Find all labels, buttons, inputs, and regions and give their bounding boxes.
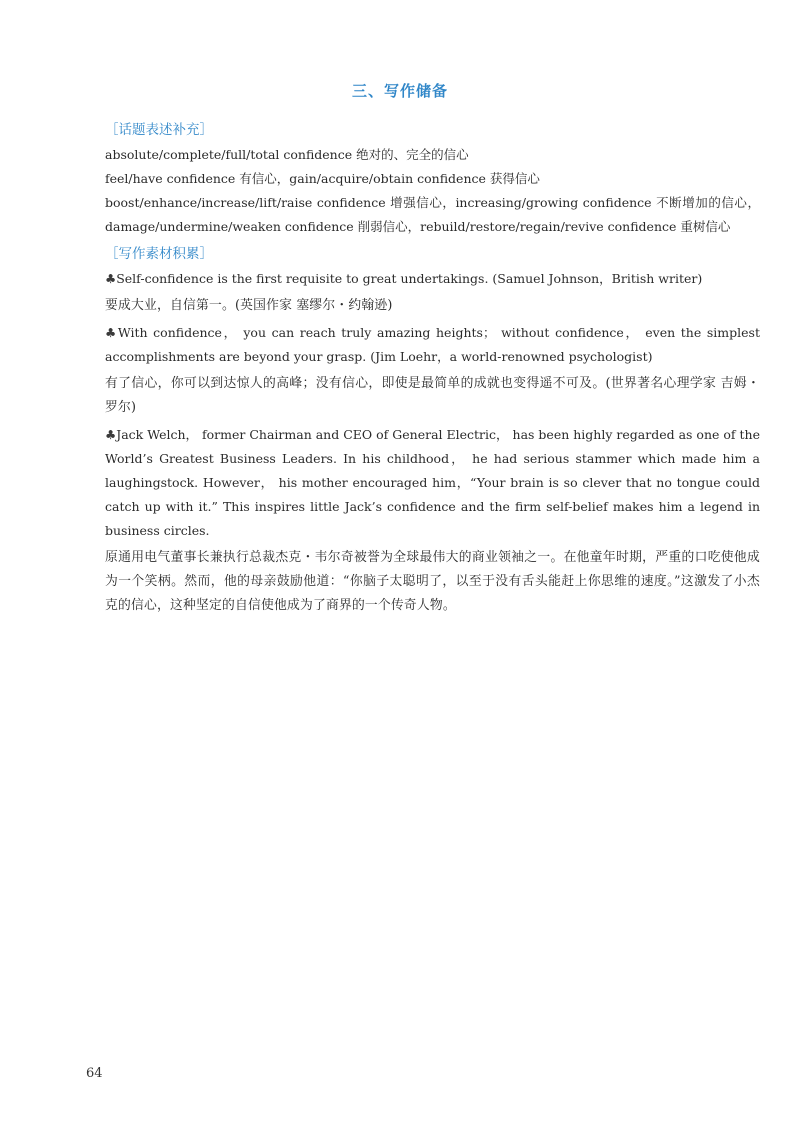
club-icon: ♣: [105, 325, 118, 340]
material-2-en-text: With confidence， you can reach truly amazing heights； without confidence， even the simplest accomplishments are beyond your grasp. (Jim Loehr，a world-renowned psychologist): [105, 325, 760, 364]
material-1-english: [105, 267, 760, 291]
material-3-english: [105, 423, 760, 543]
material-2-chinese: 有了信心，你可以到达惊人的高峰；没有信心，即使是最简单的成就也变得遥不可及。(世界著名心理学家 吉姆・罗尔): [105, 376, 760, 415]
material-heading: ［写作素材积累］: [105, 246, 213, 262]
page-number: 64: [86, 1066, 103, 1081]
topic-heading: ［话题表述补充］: [105, 122, 213, 138]
material-1-en-text: Self-confidence is the first requisite to great undertakings. (Samuel Johnson，British writer): [116, 271, 703, 286]
club-icon: ♣: [105, 427, 117, 442]
material-1-chinese: 要成大业，自信第一。(英国作家 塞缪尔・约翰逊): [105, 298, 393, 313]
section-title: 三、写作储备: [351, 82, 448, 100]
club-icon: ♣: [105, 271, 117, 286]
material-3-chinese: 原通用电气董事长兼执行总裁杰克・韦尔奇被誉为全球最伟大的商业领袖之一。在他童年时期，严重的口吃使他成为一个笑柄。然而，他的母亲鼓励他道：“你脑子太聪明了，以至于没有舌头能赶上你思维的速度。”这激发了小杰克的信心，这种坚定的自信使他成为了商界的一个传奇人物。: [105, 550, 760, 613]
material-2-english: [105, 321, 760, 369]
content-area: [105, 118, 760, 621]
topic-line-1: absolute/complete/full/total confidence 绝对的、完全的信心: [105, 147, 469, 162]
material-3-en-text: Jack Welch， former Chairman and CEO of General Electric， has been highly regarded as one of the World’s Greatest Business Leaders. In his childhood， he had serious stammer which made him a laughingstock. However， his mother encouraged him，“Your brain is so clever that no tongue could catch up with it.” This inspires little Jack’s confidence and the firm self-belief makes him a legend in business circles.: [105, 427, 760, 538]
topic-line-3: boost/enhance/increase/lift/raise confidence 增强信心，increasing/growing confidence 不断增加的信心，damage/undermine/weaken confidence 削弱信心，rebuild/restore/regain/revive confidence 重树信心: [105, 195, 760, 234]
topic-line-2: feel/have confidence 有信心，gain/acquire/obtain confidence 获得信心: [105, 171, 540, 186]
